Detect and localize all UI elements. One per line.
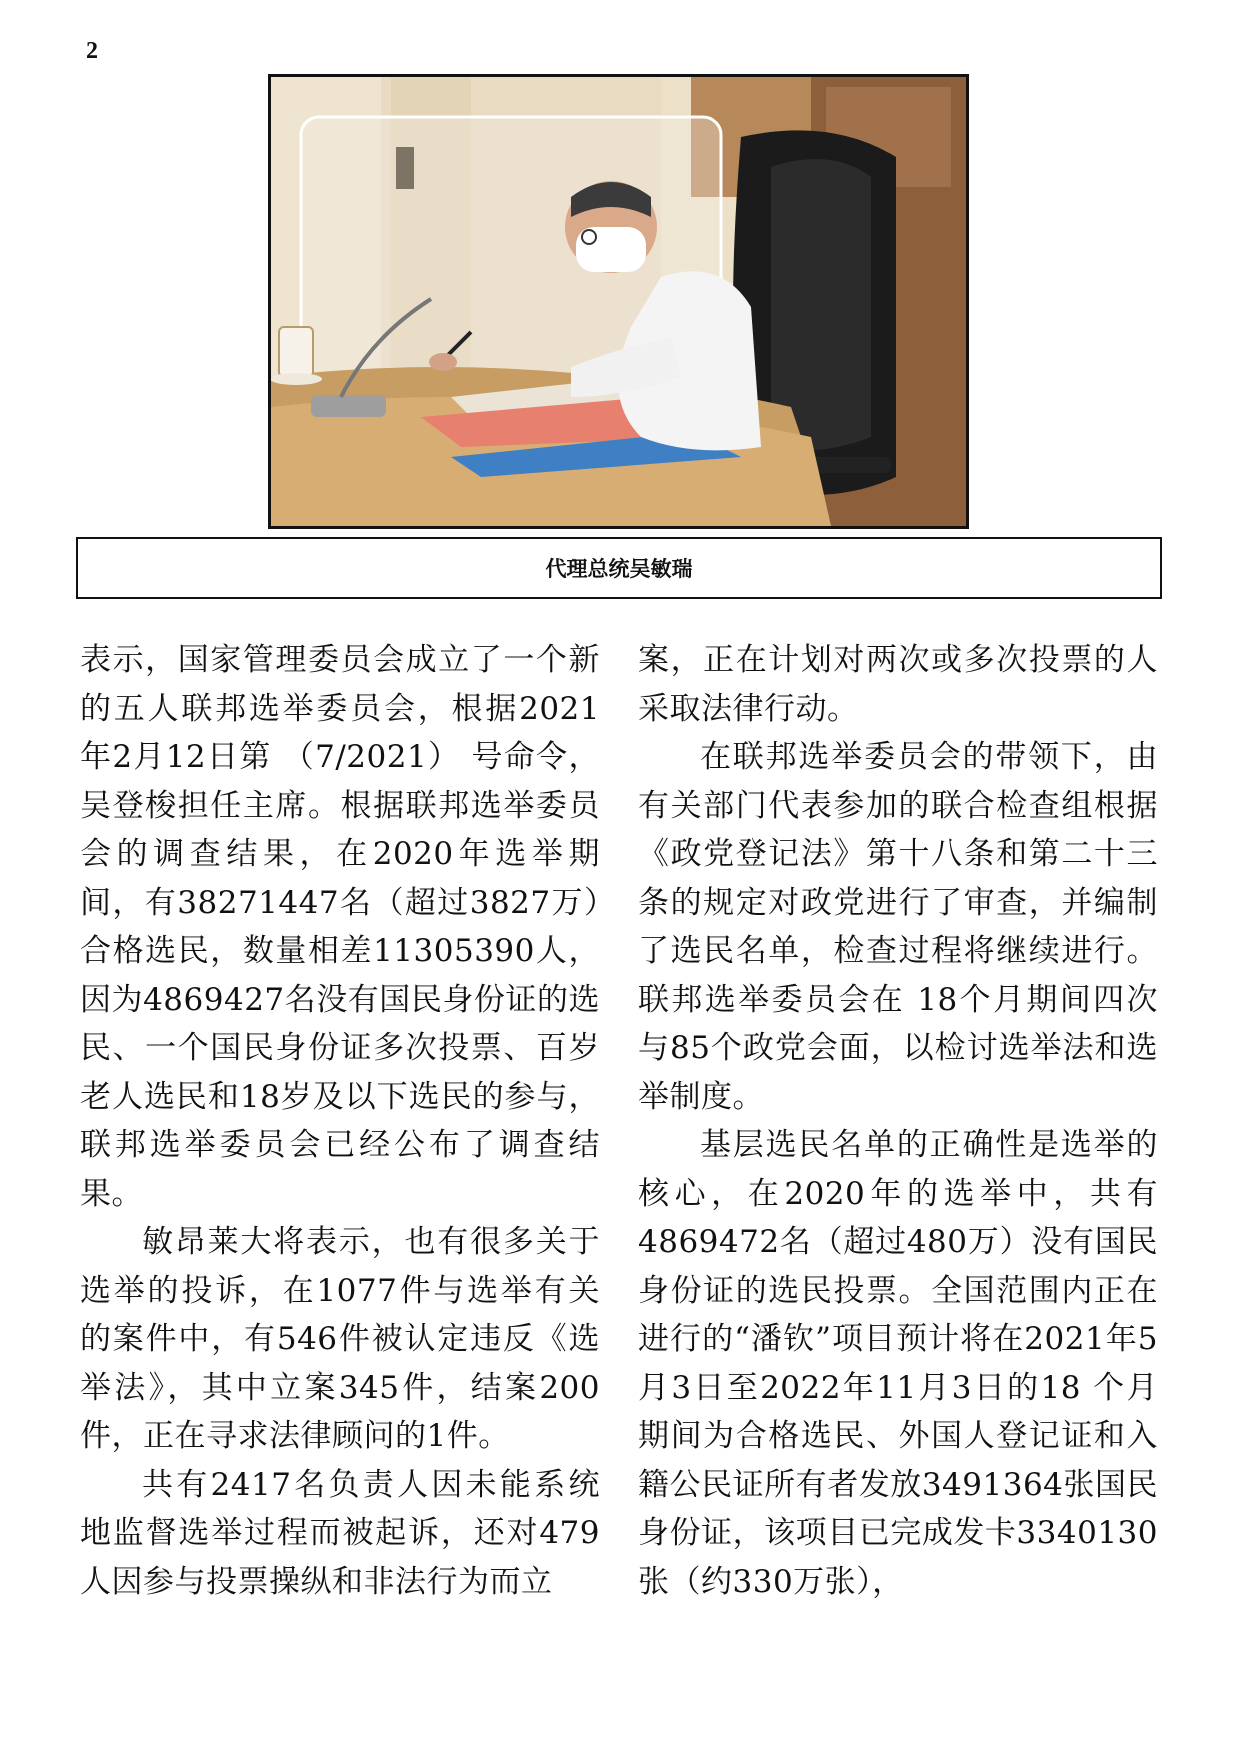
right-paragraph-1: 案，正在计划对两次或多次投票的人采取法律行动。 [638, 642, 1158, 727]
left-column [80, 636, 600, 1606]
left-paragraph-2: 敏昂莱大将表示，也有很多关于选举的投诉，在1077件与选举有关的案件中，有546件被认定违反《选举法》，其中立案345件，结案200件，正在寻求法律顾问的1件。 [80, 1224, 600, 1454]
photo-illustration [271, 77, 966, 526]
photo-caption: 代理总统吴敏瑞 [545, 557, 693, 581]
right-paragraph-2: 在联邦选举委员会的带领下，由有关部门代表参加的联合检查组根据《政党登记法》第十八条和第二十三条的规定对政党进行了审查，并编制了选民名单，检查过程将继续进行。联邦选举委员会在 18个月期间四次与85个政党会面，以检讨选举法和选举制度。 [638, 739, 1158, 1115]
right-paragraph-3: 基层选民名单的正确性是选举的核心，在2020年的选举中，共有4869472名（超过480万）没有国民身份证的选民投票。全国范围内正在进行的“潘钦”项目预计将在2021年5月3日至2022年11月3日的18 个月期间为合格选民、外国人登记证和入籍公民证所有者发放3491364张国民身份证，该项目已完成发卡3340130张（约330万张）， [638, 1127, 1158, 1600]
left-paragraph-1: 表示，国家管理委员会成立了一个新的五人联邦选举委员会，根据2021年2月12日第 （7/2021） 号命令，吴登梭担任主席。根据联邦选举委员会的调查结果，在2020年选举期间，有38271447名（超过3827万）合格选民，数量相差11305390人，因为4869427名没有国民身份证的选民、一个国民身份证多次投票、百岁老人选民和18岁及以下选民的参与， 联邦选举委员会已经公布了调查结果。 [80, 642, 600, 1212]
left-paragraph-3: 共有2417名负责人因未能系统地监督选举过程而被起诉，还对479人因参与投票操纵和非法行为而立 [80, 1466, 600, 1600]
page-number: 2 [86, 38, 98, 64]
photo-acting-president [268, 74, 969, 529]
photo-caption-box [76, 537, 1162, 599]
right-column [638, 636, 1158, 1606]
